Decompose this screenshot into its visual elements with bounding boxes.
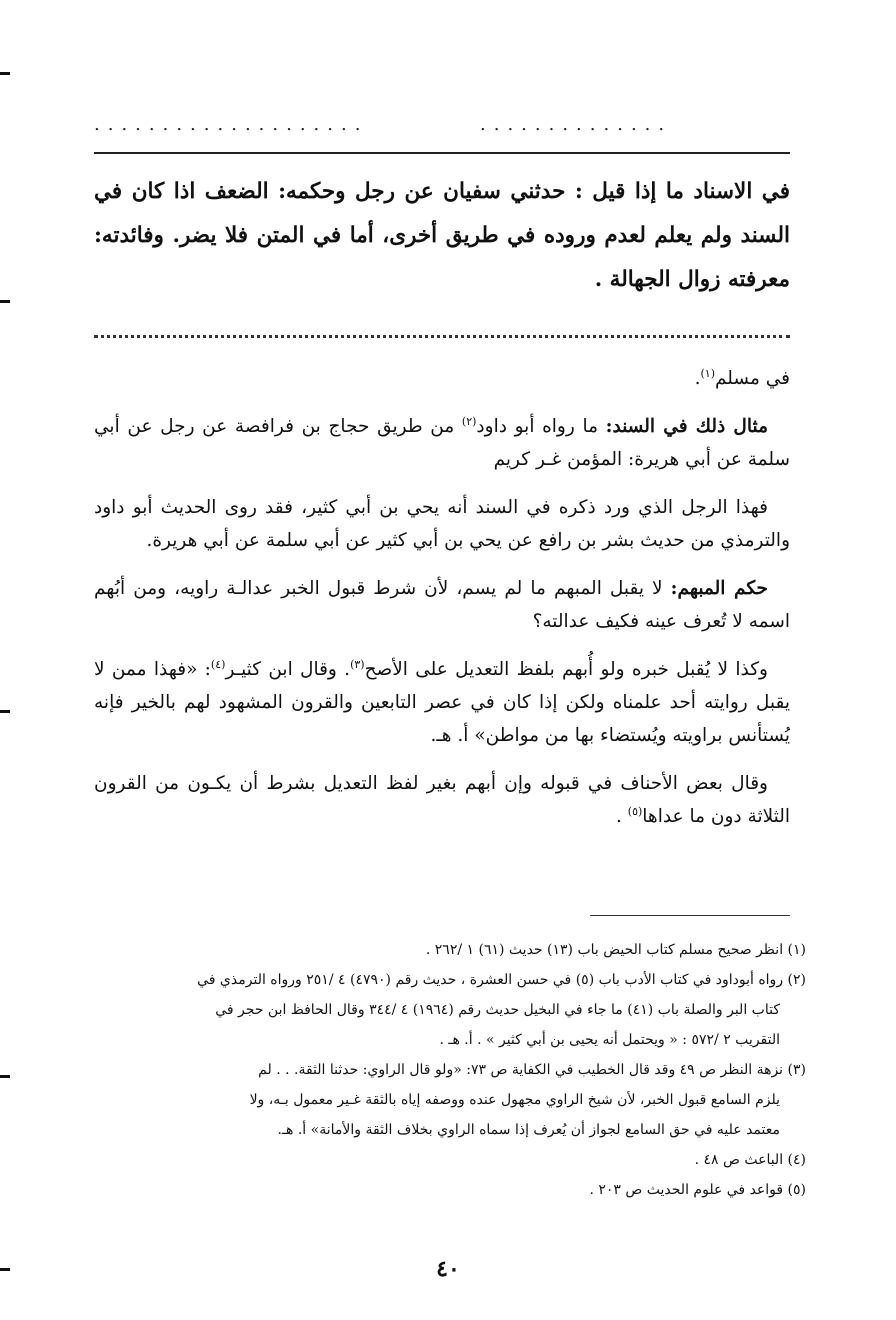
paragraph-1: في مسلم$^{(١)}$.	[694, 366, 790, 389]
footnotes	[94, 935, 806, 1205]
scan-edge-mark	[0, 1075, 10, 1078]
header-dots-left: ....................	[94, 114, 369, 135]
footnote-ref-3[interactable]: (٣)	[350, 657, 365, 671]
footnote-2: (٢) رواه أبوداود في كتاب الأدب باب (٥) في حسن العشرة ، حديث رقم (٤٧٩٠) ٤ /٢٥١ ورواه الترمذي في	[197, 972, 806, 988]
scan-edge-mark	[0, 710, 10, 713]
footnote-3-continued: معتمد عليه في حق السامع لجواز أن يُعرف إذا سماه الراوي بخلاف الثقة والأمانة» أ. هـ.	[277, 1122, 780, 1138]
paragraph-4: حكم المبهم: لا يقبل المبهم ما لم يسم، لأن شرط قبول الخبر عدالـة راويه، ومن أبُهم اسمه لا تُعرف عينه فكيف عدالته؟	[94, 578, 790, 632]
header-dots-right: ..............	[480, 114, 673, 135]
footnote-ref-5[interactable]: (٥)	[627, 804, 643, 818]
paragraph-5: وكذا لا يُقبل خبره ولو أُبهم بلفظ التعديل على الأصح$^{(٣)}$. وقال ابن كثيـر$^{(٤)}$: «فهذا ممن لا يقبل روايته أحد علمناه ولكن إذا كان في عصر التابعين والقرون المشهود لهم بالخير فإنه يُستأنس براويته ويُستضاء بها من مواطن» أ. هـ.	[94, 657, 790, 746]
footnote-rule	[590, 915, 790, 916]
main-text	[94, 362, 790, 848]
continued-text-block: في الاسناد ما إذا قيل : حدثني سفيان عن رجل وحكمه: الضعف اذا كان في السند ولم يعلم لعدم وروده في طريق أخرى، أما في المتن فلا يضر. وفائدته: معرفته زوال الجهالة .	[94, 179, 790, 292]
paragraph-6: وقال بعض الأحناف في قبوله وإن أبهم بغير لفظ التعديل بشرط أن يكـون من القرون الثلاثة دون ما عداها$^{(٥)}$ .	[94, 773, 790, 827]
scan-edge-mark	[0, 72, 10, 75]
paragraph-3: فهذا الرجل الذي ورد ذكره في السند أنه يحي بن أبي كثير، فقد روى الحديث أبو داود والترمذي من حديث بشر بن رافع عن يحي بن أبي كثير عن أبي سلمة عن أبي هريرة.	[94, 497, 790, 551]
paragraph-lead: مثال ذلك في السند:	[605, 416, 768, 437]
dotted-separator	[94, 335, 790, 338]
footnote-3: (٣) نزهة النظر ص ٤٩ وقد قال الخطيب في الكفاية ص ٧٣: «ولو قال الراوي: حدثنا الثقة. . . لم	[258, 1062, 806, 1078]
footnote-ref-4[interactable]: (٤)	[210, 657, 226, 671]
footnote-2-continued: التقريب ٢ /٥٧٢ : « ويحتمل أنه يحيى بن أبي كثير » . أ. هـ .	[439, 1032, 780, 1048]
footnote-ref-1[interactable]: (١)	[700, 366, 715, 380]
footnote-5: (٥) قواعد في علوم الحديث ص ٢٠٣ .	[589, 1182, 806, 1198]
footnote-1: (١) انظر صحيح مسلم كتاب الحيض باب (١٣) حديث (٦١) ١ /٢٦٢ .	[425, 942, 806, 958]
page-number: ٤٠	[436, 1256, 460, 1282]
paragraph-lead: حكم المبهم:	[670, 578, 768, 599]
footnote-4: (٤) الباعث ص ٤٨ .	[694, 1152, 806, 1168]
scan-edge-mark	[0, 300, 10, 303]
footnote-ref-2[interactable]: (٢)	[461, 414, 477, 428]
header-rule	[94, 152, 790, 154]
paragraph-2: مثال ذلك في السند: ما رواه أبو داود$^{(٢)}$ من طريق حجاج بن فرافصة عن رجل عن أبي سلمة عن أبي هريرة: المؤمن غـر كريم	[94, 414, 790, 470]
footnote-3-continued: يلزم السامع قبول الخبر، لأن شيخ الراوي مجهول عنده ووصفه إياه بالثقة غـير معمول بـه، ولا	[249, 1092, 780, 1108]
footnote-2-continued: كتاب البر والصلة باب (٤١) ما جاء في البخيل حديث رقم (١٩٦٤) ٤ /٣٤٤ وقال الحافظ ابن حجر في	[215, 1002, 780, 1018]
